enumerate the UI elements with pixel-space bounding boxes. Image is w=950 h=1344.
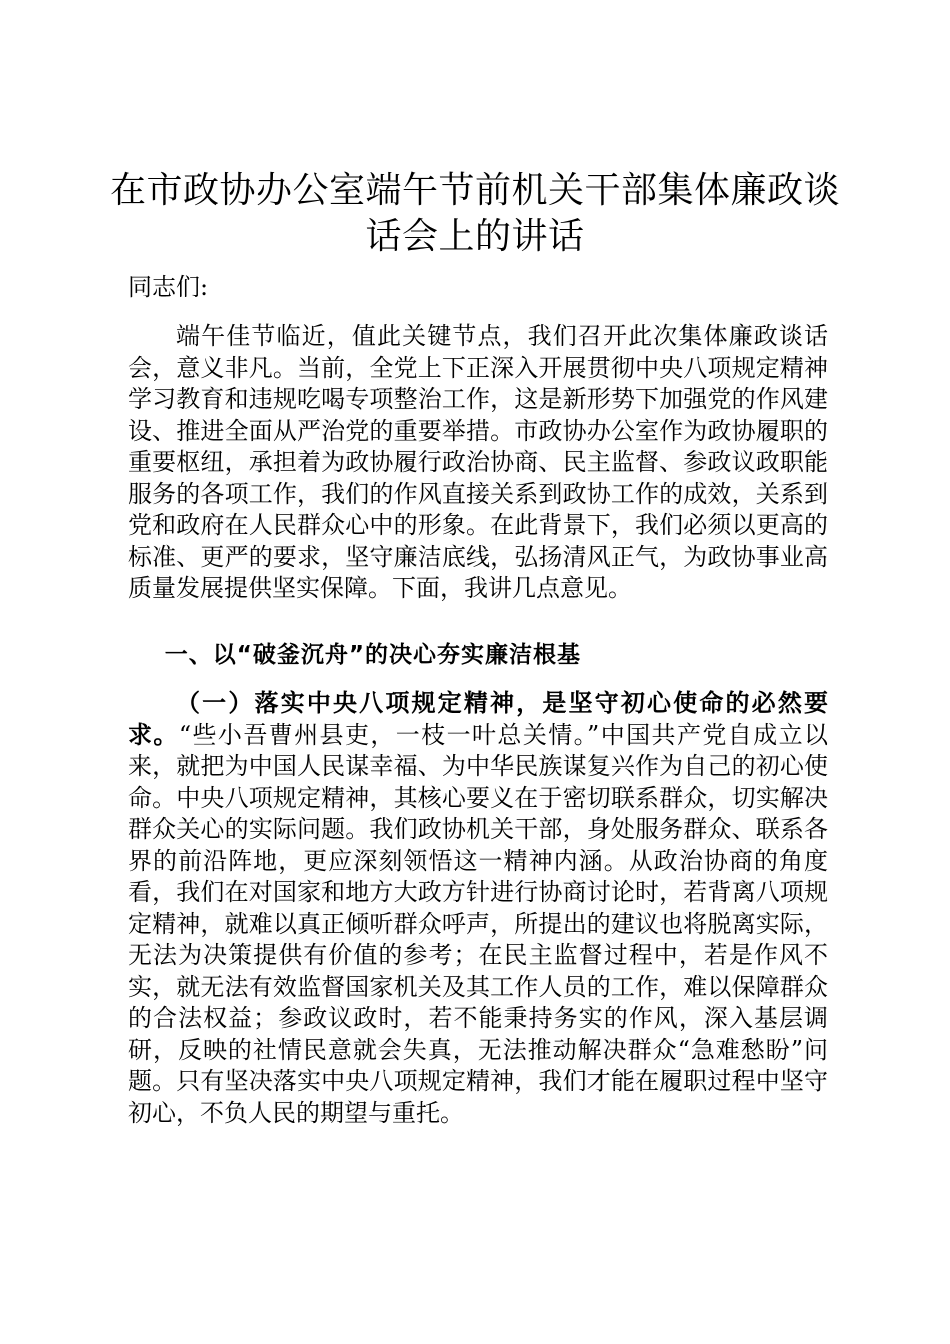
salutation: 同志们: <box>128 273 209 301</box>
title-line-1: 在市政协办公室端午节前机关干部集体廉政谈 <box>110 170 841 211</box>
section-1-heading: 一、以“破釜沉舟”的决心夯实廉洁根基 <box>164 642 582 668</box>
document-title <box>110 168 840 260</box>
section-1-sub-1-paragraph <box>128 688 828 1129</box>
title-line-2: 话会上的讲话 <box>365 216 585 257</box>
section-1-sub-1-body: “些小吾曹州县吏，一枝一叶总关情。”中国共产党自成立以来，就把为中国人民谋幸福、为中华民族谋复兴作为自己的初心使命。中央八项规定精神，其核心要义在于密切联系群众，切实解决群众关心的实际问题。我们政协机关干部，身处服务群众、联系各界的前沿阵地，更应深刻领悟这一精神内涵。从政治协商的角度看，我们在对国家和地方大政方针进行协商讨论时，若背离八项规定精神，就难以真正倾听群众呼声，所提出的建议也将脱离实际，无法为决策提供有价值的参考；在民主监督过程中，若是作风不实，就无法有效监督国家机关及其工作人员的工作，难以保障群众的合法权益；参政议政时，若不能秉持务实的作风，深入基层调研，反映的社情民意就会失真，无法推动解决群众“急难愁盼”问题。只有坚决落实中央八项规定精神，我们才能在履职过程中坚守初心，不负人民的期望与重托。 <box>128 720 829 1127</box>
section-1-sub-1-lead: （一）落实中央八项规定精神，是坚守初心使命的必然要求。 <box>128 689 828 749</box>
intro-paragraph: 端午佳节临近，值此关键节点，我们召开此次集体廉政谈话会，意义非凡。当前，全党上下正深入开展贯彻中央八项规定精神学习教育和违规吃喝专项整治工作，这是新形势下加强党的作风建设、推进全面从严治党的重要举措。市政协办公室作为政协履职的重要枢纽，承担着为政协履行政治协商、民主监督、参政议政职能服务的各项工作，我们的作风直接关系到政协工作的成效，关系到党和政府在人民群众心中的形象。在此背景下，我们必须以更高的标准、更严的要求，坚守廉洁底线，弘扬清风正气，为政协事业高质量发展提供坚实保障。下面，我讲几点意见。 <box>128 322 828 602</box>
